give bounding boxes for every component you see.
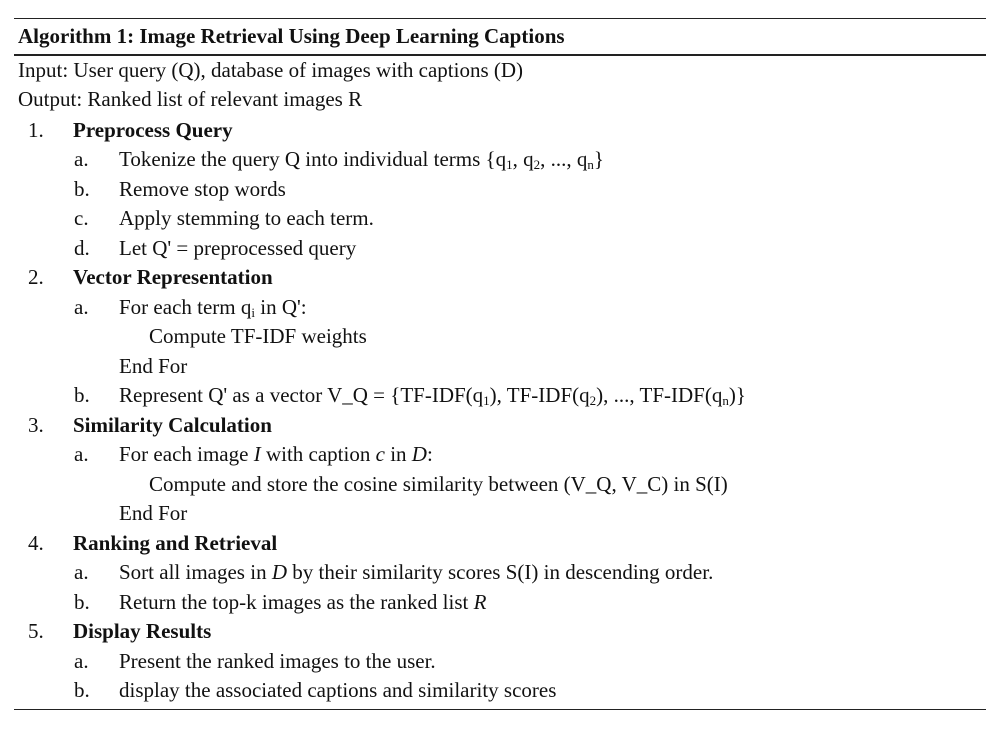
sub-text: For each image I with caption c in D: bbox=[119, 442, 433, 466]
sub-text: display the associated captions and similarity scores bbox=[119, 678, 557, 702]
step-5b bbox=[14, 676, 986, 706]
step-2a bbox=[14, 293, 986, 323]
step-title: Display Results bbox=[73, 619, 212, 643]
step-title: Preprocess Query bbox=[73, 117, 233, 142]
step-2 bbox=[14, 263, 986, 293]
step-title: Ranking and Retrieval bbox=[73, 530, 278, 555]
step-1a bbox=[14, 145, 986, 175]
sub-text: Remove stop words bbox=[119, 176, 286, 201]
step-5 bbox=[14, 617, 986, 647]
step-5a bbox=[14, 647, 986, 677]
step-3-end-for: End For bbox=[119, 501, 188, 525]
sub-letter: c. bbox=[74, 206, 89, 230]
sub-text: For each term $q_i$ in Q': bbox=[119, 294, 307, 320]
step-3a bbox=[14, 440, 986, 470]
sub-text: Sort all images in D by their similarity scores S(I) in descending order. bbox=[119, 560, 714, 584]
step-3 bbox=[14, 411, 986, 441]
step-3-compute: Compute and store the cosine similarity between (V_Q, V_C) in S(I) bbox=[149, 471, 728, 496]
sub-text: Tokenize the query Q into individual terms {$q_1$, $q_2$, ..., $q_n$} bbox=[119, 147, 604, 172]
step-1c bbox=[14, 204, 986, 234]
sub-letter: a. bbox=[74, 294, 89, 319]
step-number: 2. bbox=[28, 265, 44, 289]
step-4b bbox=[14, 588, 986, 618]
sub-letter: b. bbox=[74, 678, 90, 702]
step-number: 5. bbox=[28, 619, 44, 643]
step-title: Similarity Calculation bbox=[73, 412, 272, 437]
step-4a bbox=[14, 558, 986, 588]
sub-letter: a. bbox=[74, 442, 89, 466]
step-1 bbox=[14, 116, 986, 146]
step-number: 3. bbox=[28, 412, 44, 437]
sub-text: Apply stemming to each term. bbox=[119, 206, 374, 230]
step-title: Vector Representation bbox=[73, 265, 273, 289]
step-1b bbox=[14, 175, 986, 205]
sub-letter: a. bbox=[74, 560, 89, 584]
sub-text: Represent Q' as a vector V_Q = {$TF-IDF(q_1)$, $TF-IDF(q_2)$, ..., $TF-IDF(q_n)$} bbox=[119, 383, 746, 408]
step-2-end-for: End For bbox=[119, 353, 188, 378]
step-number: 4. bbox=[28, 530, 44, 555]
sub-text: Let Q' = preprocessed query bbox=[119, 235, 357, 260]
sub-text: Present the ranked images to the user. bbox=[119, 648, 436, 673]
step-2b bbox=[14, 381, 986, 411]
algorithm-box bbox=[14, 18, 986, 710]
step-1d bbox=[14, 234, 986, 264]
sub-letter: d. bbox=[74, 235, 90, 260]
algorithm-title: Algorithm 1: Image Retrieval Using Deep Learning Captions bbox=[18, 24, 565, 48]
sub-letter: a. bbox=[74, 648, 89, 673]
algorithm-steps bbox=[14, 115, 986, 706]
sub-letter: b. bbox=[74, 383, 90, 407]
step-number: 1. bbox=[28, 117, 44, 142]
input-line: Input: User query (Q), database of images with captions (D) bbox=[18, 57, 524, 82]
step-4 bbox=[14, 529, 986, 559]
step-2-compute: Compute TF-IDF weights bbox=[149, 324, 367, 348]
sub-letter: b. bbox=[74, 589, 90, 614]
output-line: Output: Ranked list of relevant images R bbox=[18, 87, 363, 111]
sub-letter: a. bbox=[74, 147, 89, 171]
sub-text: Return the top-k images as the ranked list R bbox=[119, 589, 487, 614]
sub-letter: b. bbox=[74, 176, 90, 201]
bottom-rule bbox=[14, 709, 986, 710]
